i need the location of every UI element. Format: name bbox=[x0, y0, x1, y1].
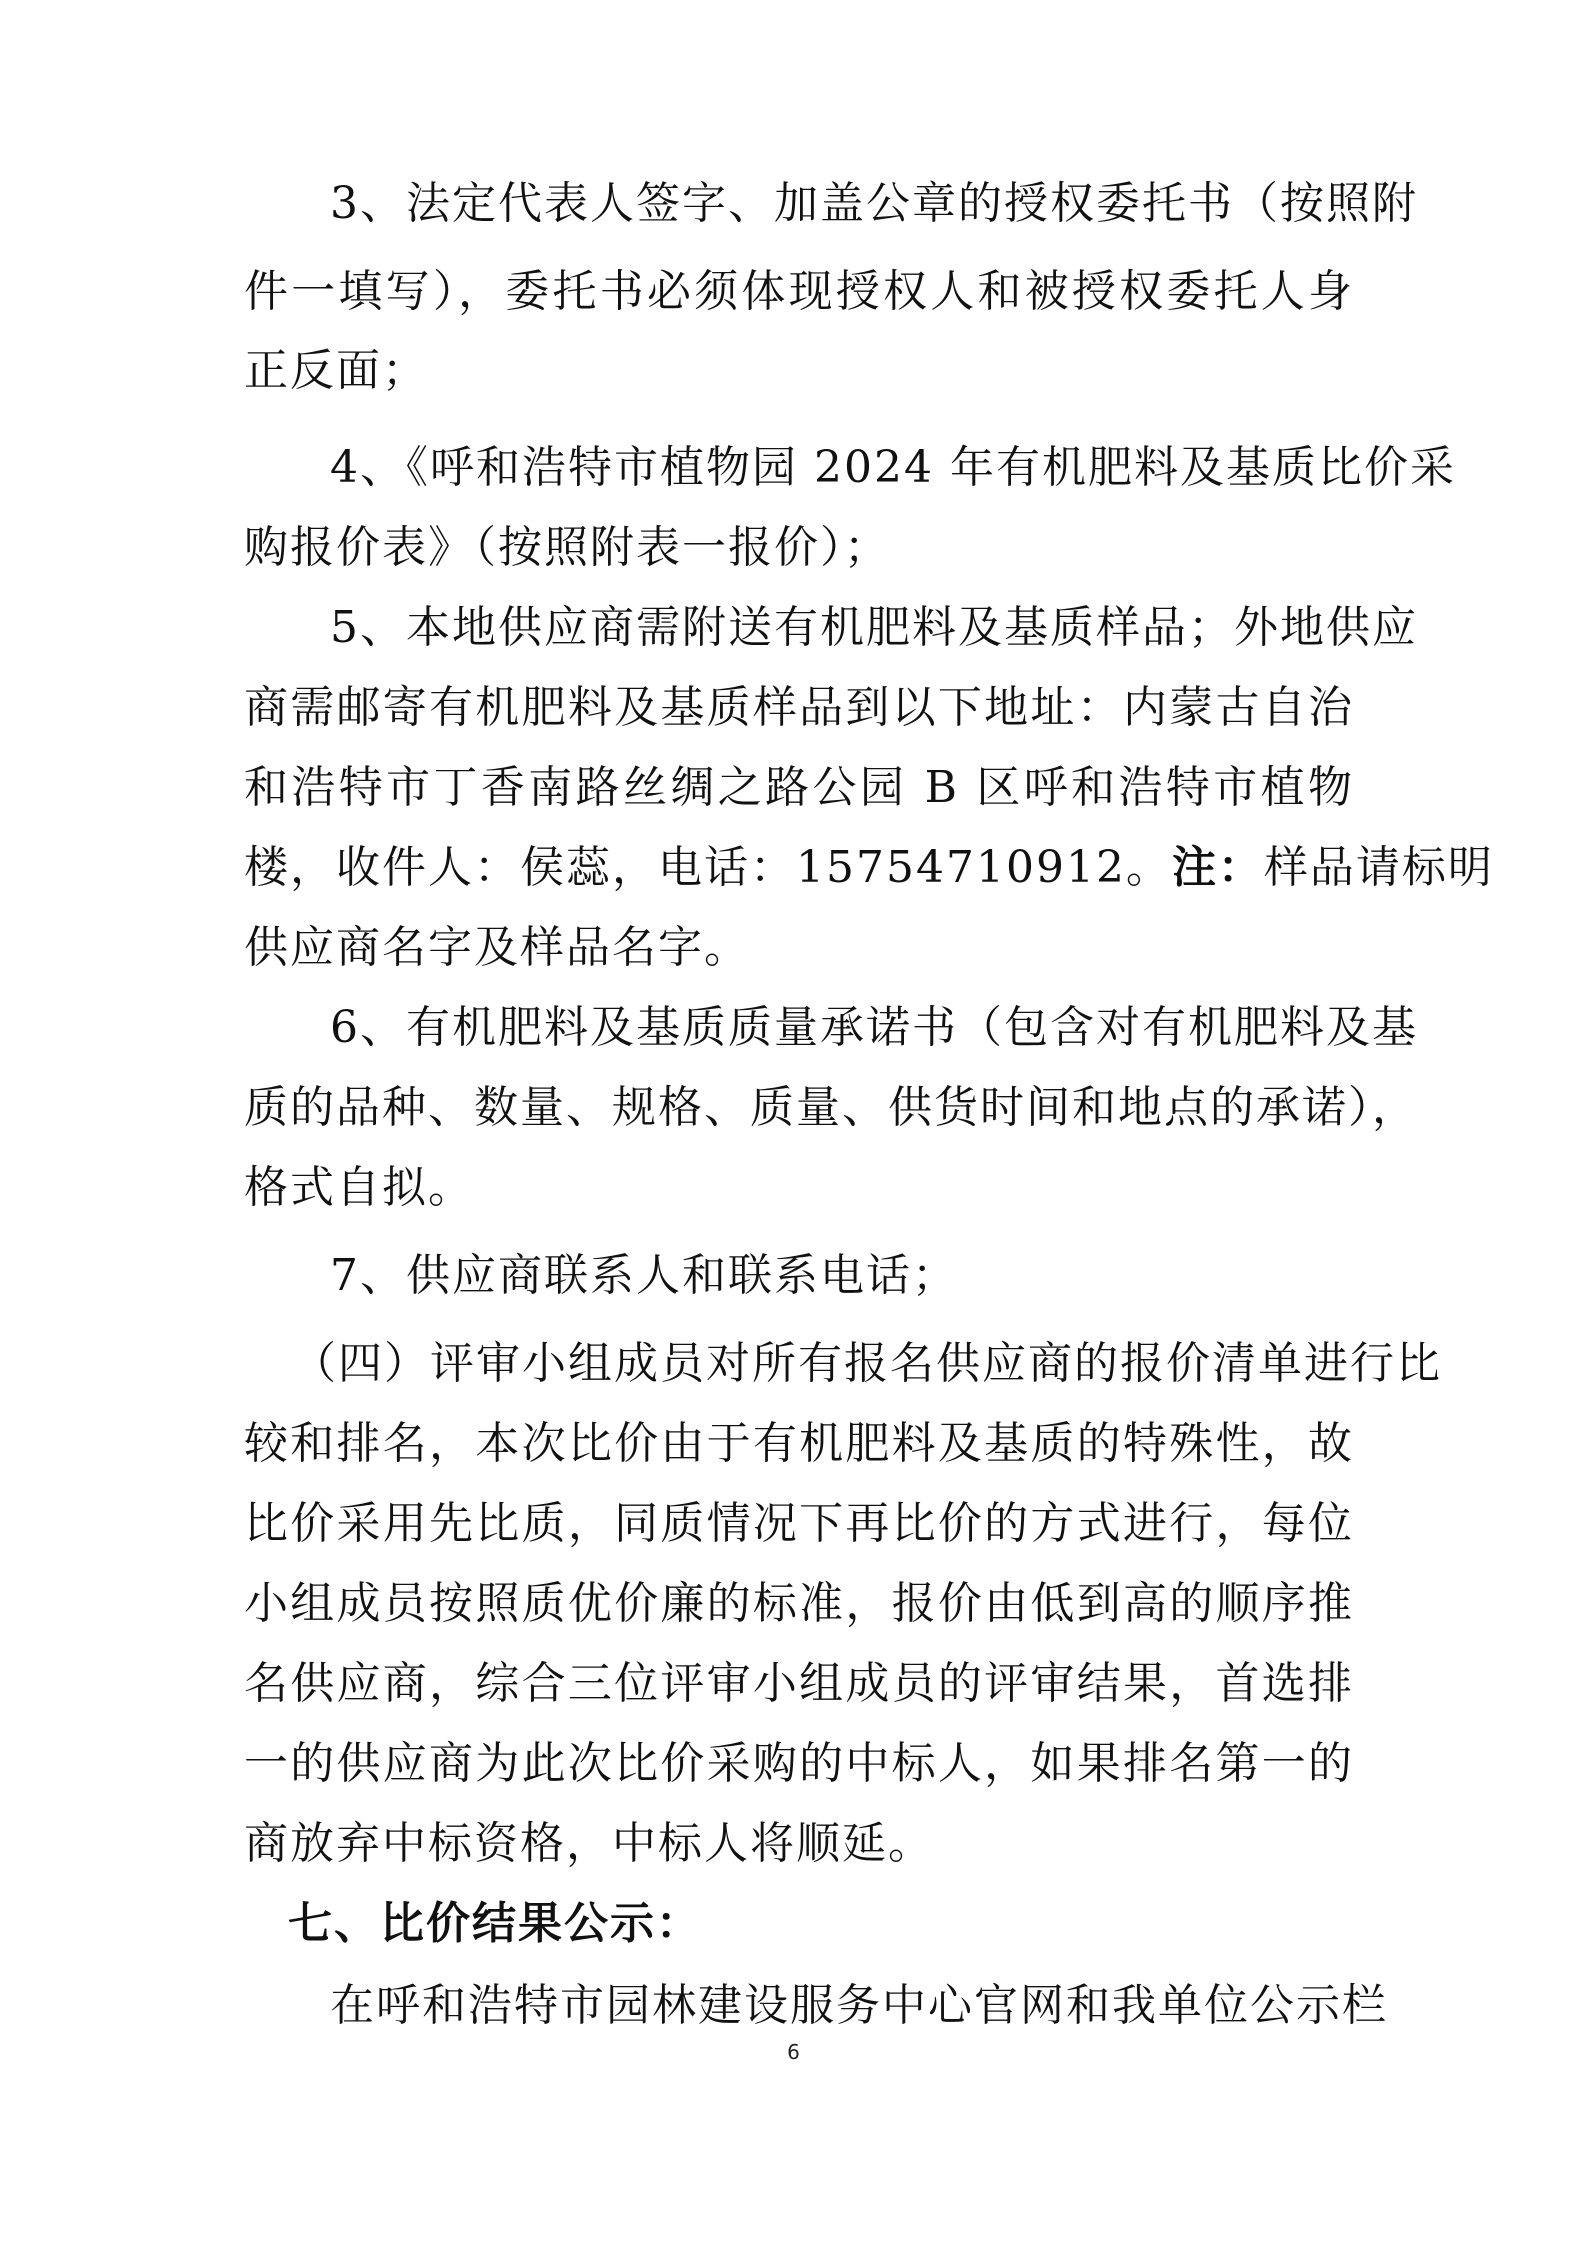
item4-line1: 4、《呼和浩特市植物园 2024 年有机肥料及基质比价采 bbox=[330, 442, 1456, 493]
item4-line2: 购报价表》（按照附表一报价）； bbox=[244, 522, 890, 573]
item3-line1: 3、法定代表人签字、加盖公章的授权委托书（按照附 bbox=[330, 178, 1418, 229]
section4-line4: 小组成员按照质优价廉的标准，报价由低到高的顺序推 bbox=[244, 1578, 1354, 1629]
section4-line5: 名供应商，综合三位评审小组成员的评审结果，首选排 bbox=[244, 1658, 1354, 1709]
item5-note-label: 注： bbox=[1171, 842, 1264, 893]
item5-line3: 和浩特市丁香南路丝绸之路公园 B 区呼和浩特市植物 bbox=[244, 762, 1354, 813]
item5-line4 bbox=[244, 838, 1494, 898]
item7-line1: 7、供应商联系人和联系电话； bbox=[330, 1250, 958, 1301]
item6-line3: 格式自拟。 bbox=[244, 1162, 474, 1213]
item5-note-text: 样品请标明 bbox=[1263, 842, 1494, 893]
item3-line2: 件一填写），委托书必须体现授权人和被授权委托人身 bbox=[244, 266, 1354, 317]
section4-line2: 较和排名，本次比价由于有机肥料及基质的特殊性，故 bbox=[244, 1418, 1354, 1469]
section-heading-7: 七、比价结果公示： bbox=[288, 1898, 702, 1949]
section4-line1: （四）评审小组成员对所有报名供应商的报价清单进行比 bbox=[292, 1338, 1442, 1389]
item6-line1: 6、有机肥料及基质质量承诺书（包含对有机肥料及基 bbox=[330, 1002, 1418, 1053]
item5-line1: 5、本地供应商需附送有机肥料及基质样品；外地供应 bbox=[330, 602, 1418, 653]
item3-line3: 正反面； bbox=[244, 345, 428, 396]
item5-contact-text: 楼，收件人：侯蕊，电话：15754710912。 bbox=[244, 842, 1172, 893]
page-number: 6 bbox=[787, 2040, 800, 2064]
item5-line2: 商需邮寄有机肥料及基质样品到以下地址：内蒙古自治 bbox=[244, 682, 1354, 733]
section4-line3: 比价采用先比质，同质情况下再比价的方式进行，每位 bbox=[244, 1498, 1354, 1549]
publicity-line1: 在呼和浩特市园林建设服务中心官网和我单位公示栏 bbox=[330, 1980, 1388, 2031]
item5-line5: 供应商名字及样品名字。 bbox=[244, 922, 750, 973]
section4-line6: 一的供应商为此次比价采购的中标人，如果排名第一的 bbox=[244, 1738, 1354, 1789]
item6-line2: 质的品种、数量、规格、质量、供货时间和地点的承诺）， bbox=[244, 1082, 1418, 1133]
section4-line7: 商放弃中标资格，中标人将顺延。 bbox=[244, 1818, 934, 1869]
